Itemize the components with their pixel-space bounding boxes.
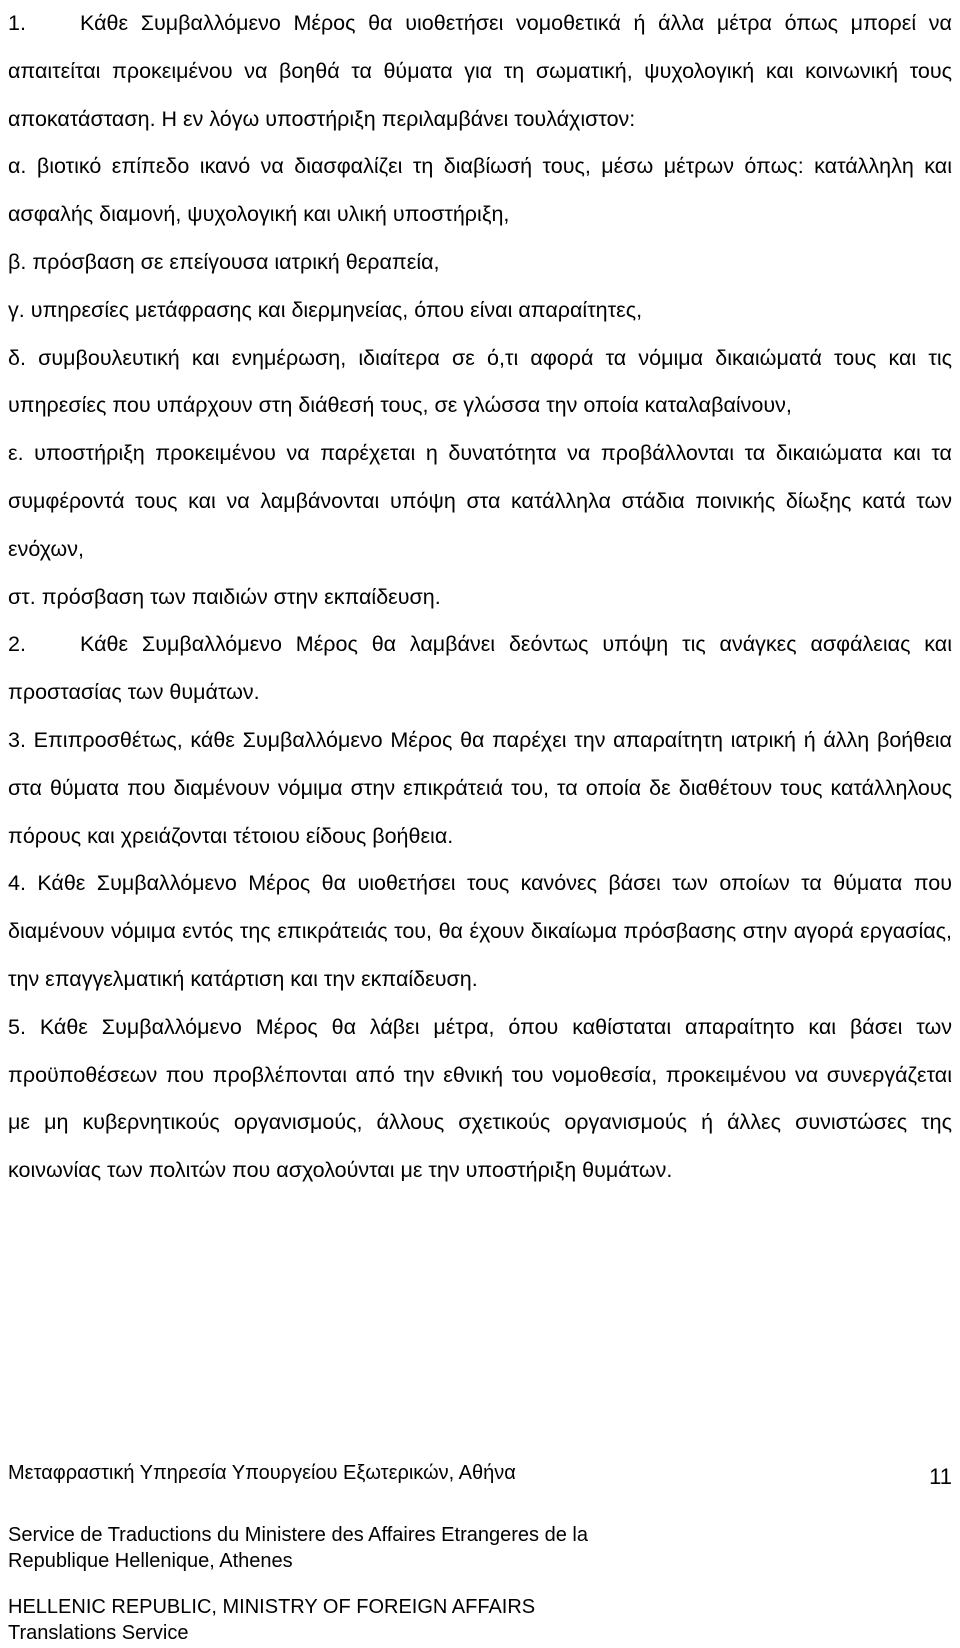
list-item-b: β. πρόσβαση σε επείγουσα ιατρική θεραπεία, bbox=[8, 249, 440, 274]
list-item-d: δ. συμβουλευτική και ενημέρωση, ιδιαίτερα σε ό,τι αφορά τα νόμιμα δικαιώματά τους και τις υπηρεσίες που υπάρχουν στη διάθεσή τους, σε γλώσσα την οποία καταλαβαίνουν, bbox=[8, 345, 952, 418]
document-body bbox=[8, 0, 952, 1195]
paragraph-number: 2. bbox=[8, 632, 26, 657]
paragraph-3: 3. Επιπροσθέτως, κάθε Συμβαλλόμενο Μέρος θα παρέχει την απαραίτητη ιατρική ή άλλη βοήθεια στα θύματα που διαμένουν νόμιμα στην επικράτειά του, τα οποία δε διαθέτουν τους κατάλληλους πόρους και χρειάζονται τέτοιου είδους βοήθεια. bbox=[8, 727, 952, 848]
footer-french-line-2: Republique Hellenique, Athenes bbox=[8, 1550, 293, 1572]
paragraph-text: Κάθε Συμβαλλόμενο Μέρος θα υιοθετήσει νομοθετικά ή άλλα μέτρα όπως μπορεί να απαιτείται προκειμένου να βοηθά τα θύματα για τη σωματική, ψυχολογική και κοινωνική τους αποκατάσταση. Η εν λόγω υποστήριξη περιλαμβάνει τουλάχιστον: bbox=[8, 11, 952, 131]
paragraph-5: 5. Κάθε Συμβαλλόμενο Μέρος θα λάβει μέτρα, όπου καθίσταται απαραίτητο και βάσει των προϋποθέσεων που προβλέπονται από την εθνική του νομοθεσία, προκειμένου να συνεργάζεται με μη κυβερνητικούς οργανισμούς, άλλους σχετικούς οργανισμούς ή άλλες συνιστώσες της κοινωνίας των πολιτών που ασχολούνται με την υποστήριξη θυμάτων. bbox=[8, 1014, 952, 1183]
footer-greek-service: Μεταφραστική Υπηρεσία Υπουργείου Εξωτερικών, Αθήνα bbox=[8, 1462, 516, 1484]
paragraph-4: 4. Κάθε Συμβαλλόμενο Μέρος θα υιοθετήσει τους κανόνες βάσει των οποίων τα θύματα που διαμένουν νόμιμα εντός της επικράτειάς του, θα έχουν δικαίωμα πρόσβασης στην αγορά εργασίας, την επαγγελματική κατάρτιση και την εκπαίδευση. bbox=[8, 871, 952, 991]
list-item-e: ε. υποστήριξη προκειμένου να παρέχεται η δυνατότητα να προβάλλονται τα δικαιώματα και τα συμφέροντά τους και να λαμβάνονται υπόψη στα κατάλληλα στάδια ποινικής δίωξης κατά των ενόχων, bbox=[8, 441, 952, 561]
footer-english-line-2: Translations Service bbox=[8, 1622, 189, 1644]
paragraph-1 bbox=[8, 0, 952, 143]
paragraph-number: 1. bbox=[8, 11, 26, 35]
footer-greek bbox=[8, 1460, 952, 1489]
footer-french-line-1: Service de Traductions du Ministere des Affaires Etrangeres de la bbox=[8, 1524, 588, 1546]
page-number: 11 bbox=[929, 1464, 952, 1489]
list-item-st: στ. πρόσβαση των παιδιών στην εκπαίδευση. bbox=[8, 584, 441, 609]
footer-english-line-1: HELLENIC REPUBLIC, MINISTRY OF FOREIGN AFFAIRS bbox=[8, 1596, 536, 1618]
list-item-a: α. βιοτικό επίπεδο ικανό να διασφαλίζει τη διαβίωσή τους, μέσω μέτρων όπως: κατάλληλη και ασφαλής διαμονή, ψυχολογική και υλική υποστήριξη, bbox=[8, 154, 952, 227]
footer-english bbox=[8, 1594, 728, 1646]
paragraph-text: Κάθε Συμβαλλόμενο Μέρος θα λαμβάνει δεόντως υπόψη τις ανάγκες ασφάλειας και προστασίας των θυμάτων. bbox=[8, 632, 952, 705]
footer-french bbox=[8, 1522, 728, 1574]
paragraph-2 bbox=[8, 621, 952, 717]
list-item-c: γ. υπηρεσίες μετάφρασης και διερμηνείας, όπου είναι απαραίτητες, bbox=[8, 297, 643, 322]
